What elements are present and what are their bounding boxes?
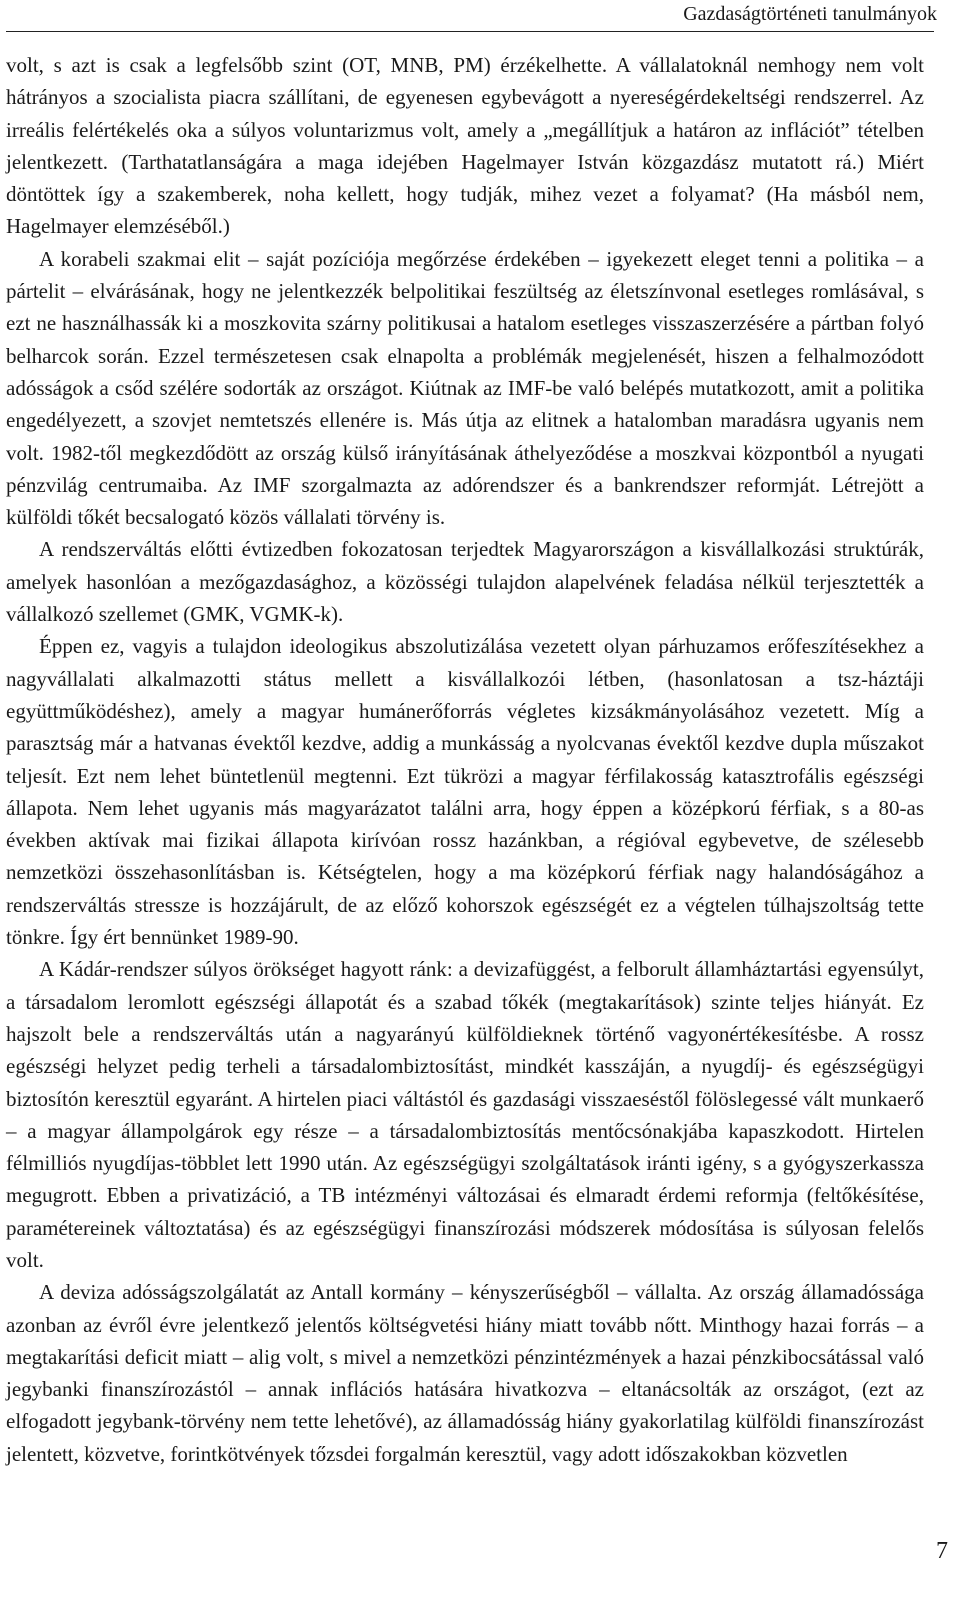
paragraph-6: A deviza adósságszolgálatát az Antall kormány – kényszerűségből – vállalta. Az ország államadóssága azonban az évről évre jelentkező jelentős költségvetési hiány miatt tovább nőtt. Minthogy hazai forrás – a megtakarítási deficit miatt – alig volt, s mivel a nemzetközi pénzintézmények a hazai pénzkibocsátással való jegybanki finanszírozástól – annak inflációs hatására hivatkozva – eltanácsolták az országot, (ezt az elfogadott jegybank-törvény nem tette lehetővé), az államadósság hiány gyakorlatilag külföldi finanszírozást jelentett, közvetve, forintkötvények tőzsdei forgalmán keresztül, vagy adott időszakokban közvetlen (6, 1280, 924, 1466)
body-text (6, 49, 924, 1470)
page-number: 7 (936, 1538, 948, 1564)
paragraph-3: A rendszerváltás előtti évtizedben fokozatosan terjedtek Magyarországon a kisvállalkozási struktúrák, amelyek hasonlóan a mezőgazdasághoz, a közösségi tulajdon alapelvének feladása nélkül terjesztették a vállalkozó szellemet (GMK, VGMK-k). (6, 537, 924, 627)
header-rule (6, 31, 934, 32)
paragraph-4: Éppen ez, vagyis a tulajdon ideologikus abszolutizálása vezetett olyan párhuzamos erőfeszítésekhez a nagyvállalati alkalmazotti státus mellett a kisvállalkozói létben, (hasonlatosan a tsz-háztáji együttműködéshez), amely a magyar humánerőforrás végletes kizsákmányolásához vezetett. Míg a parasztság már a hatvanas évektől kezdve, addig a munkásság a nyolcvanas évektől kezdve dupla műszakot teljesít. Ezt nem lehet büntetlenül megtenni. Ezt tükrözi a magyar férfilakosság katasztrofális egészségi állapota. Nem lehet ugyanis más magyarázatot találni arra, hogy éppen a középkorú férfiak, s a 80-as években aktívak mai fizikai állapota kirívóan rossz hazánkban, a régióval egybevetve, de szélesebb nemzetközi összehasonlításban is. Kétségtelen, hogy a ma középkorú férfiak nagy halandóságához a rendszerváltás stresszе is hozzájárult, de az előző kohorszok egészségét ez a végtelen túlhajszoltság tette tönkre. Így ért bennünket 1989-90. (6, 634, 924, 950)
paragraph-5: A Kádár-rendszer súlyos örökséget hagyott ránk: a devizafüggést, a felborult államháztartási egyensúlyt, a társadalom leromlott egészségi állapotát és a szabad tőkék (megtakarítások) szinte teljes hiányát. Ez hajszolt bele a rendszerváltás után a nagyarányú külföldieknek történő vagyonértékesítésbe. A rossz egészségi helyzet pedig terheli a társadalombiztosítást, mindkét kasszáján, a nyugdíj- és egészségügyi biztosítón keresztül egyaránt. A hirtelen piaci váltástól és gazdasági visszaeséstől fölöslegessé vált munkaerő – a magyar állampolgárok egy része – a társadalombiztosítás mentőcsónakjába kapaszkodott. Hirtelen félmilliós nyugdíjas-többlet lett 1990 után. Az egészségügyi szolgáltatások iránti igény, s a gyógyszerkassza megugrott. Ebben a privatizáció, a TB intézményi változásai és elmaradt érdemi reformja (feltőkésítése, paramétereinek változtatása) és az egészségügyi finanszírozási módszerek módosítása is súlyosan felelős volt. (6, 957, 924, 1272)
running-head: Gazdaságtörténeti tanulmányok (683, 3, 937, 25)
paragraph-1: volt, s azt is csak a legfelsőbb szint (OT, MNB, PM) érzékelhette. A vállalatoknál nemhogy nem volt hátrányos a szocialista piacra szállítani, de egyenesen egybevágott a nyereségérdekeltségi rendszerrel. Az irreális felértékelés oka a súlyos voluntarizmus volt, amely a „megállítjuk a határon az inflációt” tételben jelentkezett. (Tarthatatlanságára a maga idejében Hagelmayer István közgazdász mutatott rá.) Miért döntöttek így a szakemberek, noha kellett, hogy tudják, mihez vezet a folyamat? (Ha másból nem, Hagelmayer elemzéséből.) (6, 53, 924, 239)
paragraph-2: A korabeli szakmai elit – saját pozíciója megőrzése érdekében – igyekezett eleget tenni a politika – a pártelit – elvárásának, hogy ne jelentkezzék belpolitikai feszültség az életszínvonal esetleges romlásával, s ezt ne használhassák ki a moszkovita szárny politikusai a hatalom esetleges visszaszerzésére a pártban folyó belharcok során. Ezzel természetesen csak elnapolta a problémák megjelenését, hiszen a felhalmozódott adósságok a csőd szélére sodorták az országot. Kiútnak az IMF-be való belépés mutatkozott, amit a politika engedélyezett, a szovjet nemtetszés ellenére is. Más útja az elitnek a hatalomban maradásra ugyanis nem volt. 1982-től megkezdődött az ország külső irányításának áthelyeződése a moszkvai központból a nyugati pénzvilág centrumaiba. Az IMF szorgalmazta az adórendszer és a bankrendszer reformját. Létrejött a külföldi tőkét becsalogató közös vállalati törvény is. (6, 246, 924, 530)
